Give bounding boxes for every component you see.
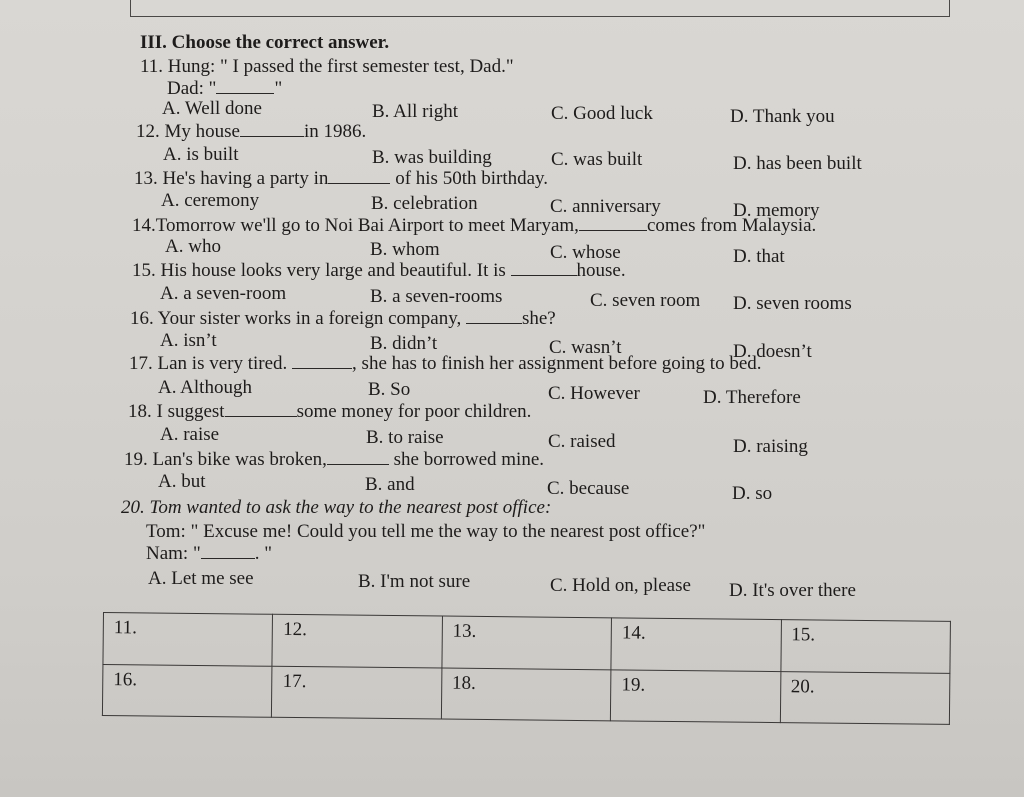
- question-number: 18.: [128, 401, 152, 422]
- option-c[interactable]: C. seven room: [590, 290, 701, 311]
- option-a[interactable]: A. Well done: [162, 98, 262, 119]
- option-d[interactable]: D. that: [733, 246, 785, 267]
- answer-cell-20[interactable]: 20.: [780, 671, 950, 724]
- option-a[interactable]: A. Although: [158, 377, 252, 398]
- answer-cell-12[interactable]: 12.: [272, 614, 442, 667]
- option-c[interactable]: C. was built: [551, 149, 643, 170]
- option-a[interactable]: A. is built: [163, 144, 239, 165]
- option-b[interactable]: B. So: [368, 379, 411, 400]
- question-number: 12.: [136, 121, 160, 142]
- answer-cell-15[interactable]: 15.: [780, 620, 950, 673]
- question-11: [140, 56, 514, 78]
- answer-blank[interactable]: [216, 79, 274, 94]
- question-text: His house looks very large and beautiful. It is: [160, 260, 506, 281]
- option-b[interactable]: B. All right: [372, 101, 459, 122]
- answer-blank[interactable]: [328, 169, 390, 184]
- option-c[interactable]: C. However: [548, 383, 640, 404]
- answer-blank[interactable]: [466, 309, 522, 324]
- question-17: [129, 353, 762, 375]
- question-text-end: house.: [576, 260, 626, 281]
- question-text: Tomorrow we'll go to Noi Bai Airport to meet Maryam,: [155, 215, 579, 236]
- option-c[interactable]: C. because: [547, 478, 630, 499]
- answer-cell-11[interactable]: 11.: [103, 613, 273, 666]
- answer-blank[interactable]: [225, 402, 297, 417]
- question-number: 14.: [132, 215, 156, 236]
- answer-row-2: [102, 664, 949, 724]
- answer-row-1: [103, 613, 950, 673]
- dialog-text-end: . ": [254, 543, 272, 564]
- option-d[interactable]: D. raising: [733, 436, 808, 457]
- option-a[interactable]: A. ceremony: [161, 190, 260, 211]
- question-14: [132, 215, 816, 237]
- option-d[interactable]: D. memory: [733, 200, 820, 221]
- answer-cell-14[interactable]: 14.: [611, 618, 781, 671]
- answer-cell-19[interactable]: 19.: [611, 669, 781, 722]
- option-b[interactable]: B. was building: [372, 147, 492, 168]
- question-20: [121, 497, 551, 519]
- option-a[interactable]: A. a seven-room: [160, 283, 287, 304]
- dialog-text-end: ": [274, 78, 283, 99]
- option-b[interactable]: B. I'm not sure: [358, 571, 471, 592]
- option-d[interactable]: D. so: [732, 483, 773, 504]
- option-b[interactable]: B. celebration: [371, 193, 478, 214]
- question-number: 19.: [124, 449, 148, 470]
- question-text-end: in 1986.: [303, 121, 367, 142]
- question-number: 15.: [132, 260, 156, 281]
- option-b[interactable]: B. to raise: [366, 427, 444, 448]
- option-a[interactable]: A. but: [158, 471, 206, 492]
- question-number: 17.: [129, 353, 153, 374]
- question-text: Tom wanted to ask the way to the nearest post office:: [149, 497, 552, 518]
- option-a[interactable]: A. isn’t: [160, 330, 217, 351]
- question-text-end: comes from Malaysia.: [646, 215, 817, 236]
- answer-cell-18[interactable]: 18.: [441, 668, 611, 721]
- dialog-text: Dad: ": [167, 78, 217, 99]
- question-16: [130, 308, 556, 330]
- option-d[interactable]: D. seven rooms: [733, 293, 852, 314]
- question-text: Lan's bike was broken,: [152, 449, 327, 470]
- question-text-end: , she has to finish her assignment before going to bed.: [352, 353, 762, 374]
- option-b[interactable]: B. and: [365, 474, 415, 495]
- question-number: 20.: [121, 497, 145, 518]
- option-c[interactable]: C. Hold on, please: [550, 575, 691, 596]
- question-text: Hung: " I passed the first semester test, Dad.": [167, 56, 514, 77]
- option-d[interactable]: D. Thank you: [730, 106, 835, 127]
- question-text: Lan is very tired.: [157, 353, 288, 374]
- question-11-dialog: [167, 78, 282, 100]
- option-c[interactable]: C. raised: [548, 431, 616, 452]
- answer-blank[interactable]: [201, 544, 255, 559]
- option-d[interactable]: D. Therefore: [703, 387, 801, 408]
- question-text: My house: [164, 121, 240, 142]
- question-text-end: she?: [521, 308, 556, 329]
- option-d[interactable]: D. has been built: [733, 153, 862, 174]
- option-a[interactable]: A. who: [165, 236, 221, 257]
- option-d[interactable]: D. doesn’t: [733, 341, 812, 362]
- question-number: 11.: [140, 56, 164, 77]
- question-number: 16.: [130, 308, 154, 329]
- question-text-end: of his 50th birthday.: [395, 168, 549, 189]
- option-d[interactable]: D. It's over there: [729, 580, 856, 601]
- question-12: [136, 121, 366, 143]
- dialog-text: Nam: ": [146, 543, 201, 564]
- answer-blank[interactable]: [292, 354, 352, 369]
- question-20-dialog-tom: Tom: " Excuse me! Could you tell me the way to the nearest post office?": [146, 521, 706, 542]
- option-a[interactable]: A. Let me see: [148, 568, 254, 589]
- answer-blank[interactable]: [240, 122, 304, 137]
- answer-blank[interactable]: [511, 261, 577, 276]
- question-20-dialog-nam: [146, 543, 272, 565]
- question-text: I suggest: [156, 401, 225, 422]
- answer-blank[interactable]: [579, 216, 647, 231]
- question-text: He's having a party in: [162, 168, 329, 189]
- question-19: [124, 449, 544, 471]
- answer-table: [102, 612, 953, 727]
- option-b[interactable]: B. a seven-rooms: [370, 286, 503, 307]
- answer-cell-17[interactable]: 17.: [272, 666, 442, 719]
- question-13: [134, 168, 548, 190]
- question-text: Your sister works in a foreign company,: [157, 308, 462, 329]
- section-heading: III. Choose the correct answer.: [140, 32, 390, 53]
- option-a[interactable]: A. raise: [160, 424, 220, 445]
- option-b[interactable]: B. didn’t: [370, 333, 438, 354]
- option-c[interactable]: C. anniversary: [550, 196, 661, 217]
- question-text-end: she borrowed mine.: [393, 449, 545, 470]
- option-c[interactable]: C. whose: [550, 242, 621, 263]
- question-number: 13.: [134, 168, 158, 189]
- question-15: [132, 260, 626, 282]
- question-18: [128, 401, 531, 423]
- question-text-end: some money for poor children.: [296, 401, 532, 422]
- answer-blank[interactable]: [327, 450, 389, 465]
- option-b[interactable]: B. whom: [370, 239, 440, 260]
- option-c[interactable]: C. Good luck: [551, 103, 653, 124]
- answer-cell-16[interactable]: 16.: [102, 664, 272, 717]
- answer-cell-13[interactable]: 13.: [442, 616, 612, 669]
- option-c[interactable]: C. wasn’t: [549, 337, 622, 358]
